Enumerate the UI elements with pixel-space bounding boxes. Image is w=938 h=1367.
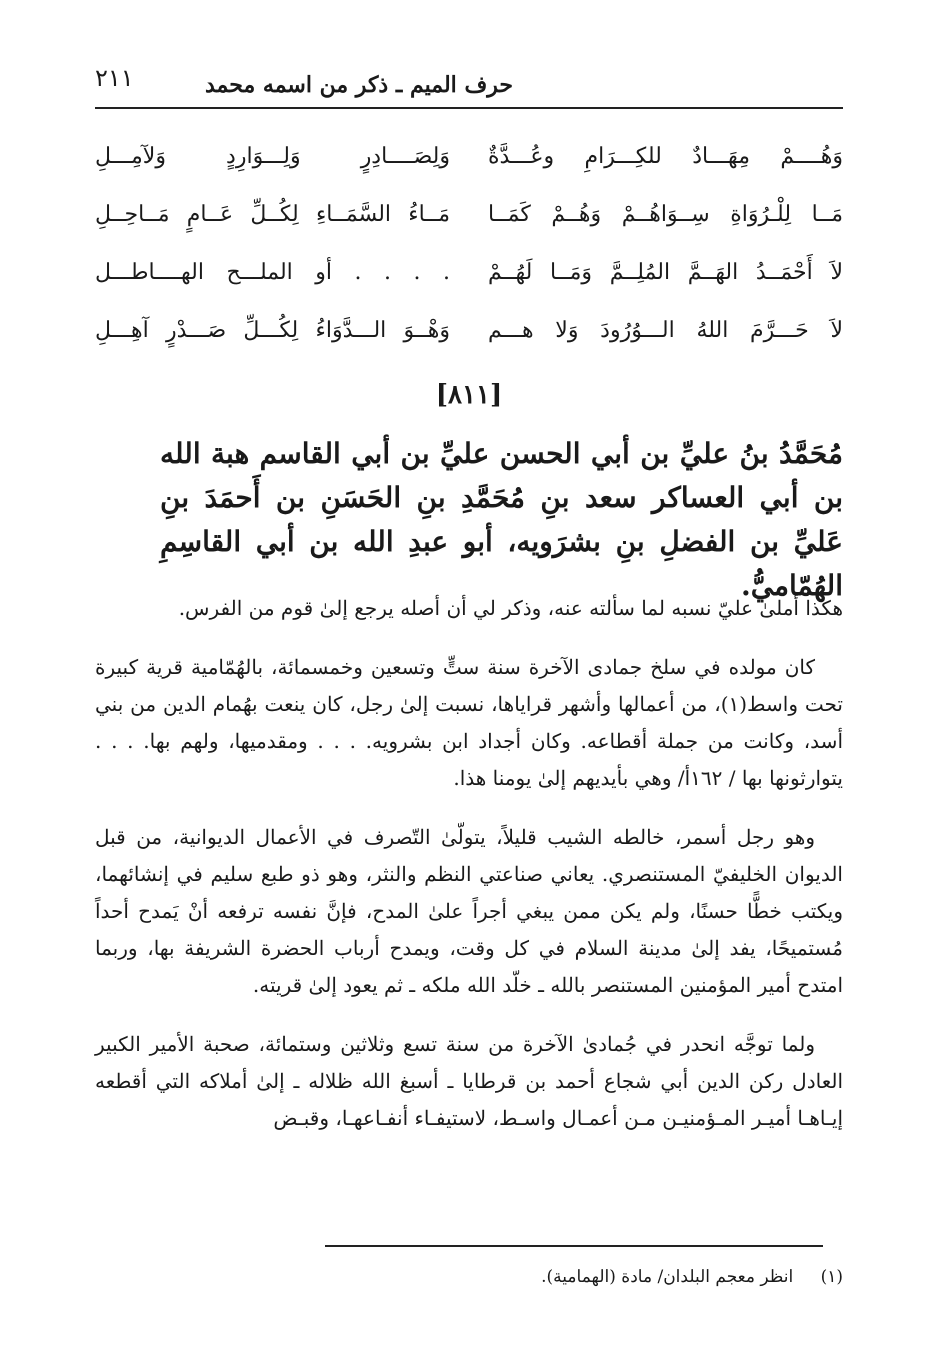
header-rule <box>95 107 843 109</box>
paragraph: هكذا أملىٰ عليّ نسبه لما سألته عنه، وذكر لي أن أصله يرجع إلىٰ قوم من الفرس. <box>178 596 843 620</box>
footnote-rule <box>325 1245 823 1247</box>
footnote-number: (١) <box>820 1267 843 1287</box>
verse <box>95 186 843 244</box>
body-text <box>95 590 843 1159</box>
paragraph: ولما توجَّه انحدر في جُمادىٰ الآخرة من سنة تسع وثلاثين وستمائة، صحبة الأمير الكبير العادل ركن الدين أبي شجاع أحمد بن قرطايا ـ أسبغ الله ظلاله ـ إلىٰ أملاكه التي أقطعه إيـاهـا أميـر المـؤمنيـن مـن أعمـال واسـط، لاستيفـاء أنفـاعهـا، وقبـض <box>95 1032 843 1130</box>
verse-first-hemistich: لاَ أَحْمَــدُ الهَــمَّ المُلِــمَّ وَمَــا لَهُــمْ <box>488 260 843 285</box>
poem <box>95 128 843 360</box>
verse <box>95 302 843 360</box>
page-number: ٢١١ <box>95 64 134 92</box>
verse <box>95 244 843 302</box>
page-header <box>95 60 843 106</box>
footnote <box>95 1262 843 1292</box>
paragraph: وهو رجل أسمر، خالطه الشيب قليلاً، يتولّىٰ التّصرف في الأعمال الديوانية، من قبل الديوان الخليفيّ المستنصري. يعاني صناعتي النظم والنثر، وهو ذو طبع سليم في إنشائهما، ويكتب خطًّا حسنًا، ولم يكن ممن يبغي أجراً علىٰ المدح، فإنَّ نفسه ترفعه أنْ يَمدح أحداً مُستميحًا، يفد إلىٰ مدينة السلام في كل وقت، ويمدح أرباب الحضرة الشريفة بها، وربما امتدح أمير المؤمنين المستنصر بالله ـ خلّد الله ملكه ـ ثم يعود إلىٰ قريته. <box>95 825 843 997</box>
entry-heading: مُحَمَّدُ بنُ عليِّ بن أبي الحسن عليِّ بن أبي القاسم هبة الله بن أبي العساكر سعد بنِ مُحَمَّدِ بنِ الحَسَنِ بن أَحمَدَ بنِ عَليِّ بن الفضلِ بنِ بشرَويه، أبو عبدِ الله بن أبي القاسِمِ الهُمّاميُّ. <box>160 437 843 602</box>
paragraph: كان مولده في سلخ جمادى الآخرة سنة ستٍّ وتسعين وخمسمائة، بالهُمّامية قرية كبيرة تحت واسط(١)، من أعمالها وأشهر قراياها، نسبت إلىٰ رجل، كان ينعت بهُمام الدين من بني أسد، وكانت من جملة أقطاعه. وكان أجداد ابن بشرويه. . . . ومقدميها، ولهم بها. . . . يتوارثونها بها / ١٦٢أ/ وهي بأيديهم إلىٰ يومنا هذا. <box>95 655 844 790</box>
footnote-text: انظر معجم البلدان/ مادة (الهمامية). <box>541 1267 794 1287</box>
verse-first-hemistich: وَهُــــمْ مِهَـــادٌ للكِـــرَامِ وعُـــدَّةٌ <box>488 144 843 169</box>
entry-number: [٨١١] <box>435 380 503 410</box>
verse-first-hemistich: مَــا لِلْـرُوَاةِ سِــوَاهُــمْ وَهُــمْ كَمَــا <box>488 202 843 227</box>
verse-first-hemistich: لاَ حَـــرَّمَ اللهُ الـــوُرُودَ وَلا هـــم <box>488 318 843 343</box>
verse-second-hemistich: وَهْــوَ الـــدَّوَاءُ لِكُـــلِّ صَـــدْرٍ آهِـــلِ <box>95 318 450 343</box>
verse-second-hemistich: . . . . أو الملـــح الهــــاطـــل <box>95 260 450 285</box>
verse-second-hemistich: وَلِصَــــادِرٍ وَلِـــوَارِدٍ وَلآمِـــلِ <box>95 144 450 169</box>
running-title: حرف الميم ـ ذكر من اسمه محمد <box>204 72 513 98</box>
verse <box>95 128 843 186</box>
verse-second-hemistich: مَــاءُ السَّمَــاءِ لِكُــلِّ عَــامٍ مَــاحِــلِ <box>95 202 450 227</box>
